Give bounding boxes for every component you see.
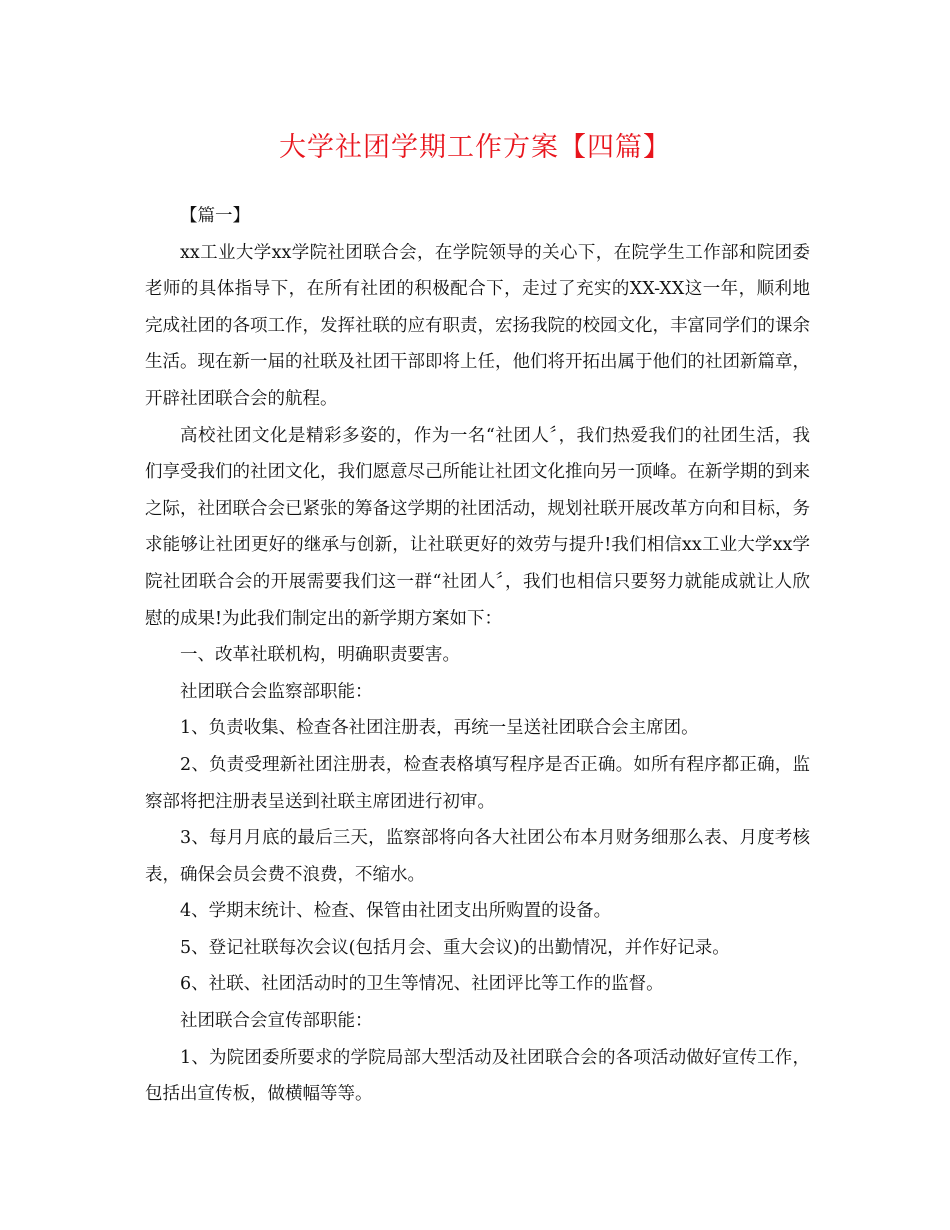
- list-item: 1、负责收集、检查各社团注册表，再统一呈送社团联合会主席团。: [180, 718, 699, 739]
- list-item: 5、登记社联每次会议(包括月会、重大会议)的出勤情况，并作好记录。: [180, 937, 730, 958]
- document-title: 大学社团学期工作方案【四篇】: [279, 132, 671, 163]
- document-body: [145, 198, 810, 1113]
- list-item: 1、为院团委所要求的学院局部大型活动及社团联合会的各项活动做好宣传工作，包括出宣传板，做横幅等等。: [145, 1047, 810, 1105]
- list-item: 2、负责受理新社团注册表，检查表格填写程序是否正确。如所有程序都正确，监察部将把注册表呈送到社联主席团进行初审。: [145, 754, 810, 812]
- paragraph: 一、改革社联机构，明确职责要害。: [180, 645, 460, 666]
- list-item: 3、每月月底的最后三天，监察部将向各大社团公布本月财务细那么表、月度考核表，确保会员会费不浪费，不缩水。: [145, 828, 810, 885]
- paragraph: 高校社团文化是精彩多姿的，作为一名“社团人〞，我们热爱我们的社团生活，我们享受我们的社团文化，我们愿意尽己所能让社团文化推向另一顶峰。在新学期的到来之际，社团联合会已紧张的筹备这学期的社团活动，规划社联开展改革方向和目标，务求能够让社团更好的继承与创新，让社联更好的效劳与提升!我们相信xx工业大学xx学院社团联合会的开展需要我们这一群“社团人〞，我们也相信只要努力就能成就让人欣慰的成果!为此我们制定出的新学期方案如下：: [145, 425, 810, 629]
- section-heading: 【篇一】: [180, 206, 250, 226]
- paragraph: xx工业大学xx学院社团联合会，在学院领导的关心下，在院学生工作部和院团委老师的具体指导下，在所有社团的积极配合下，走过了充实的XX-XX这一年，顺利地完成社团的各项工作，发挥社联的应有职责，宏扬我院的校园文化，丰富同学们的课余生活。现在新一届的社联及社团干部即将上任，他们将开拓出属于他们的社团新篇章，开辟社团联合会的航程。: [145, 242, 810, 409]
- list-item: 6、社联、社团活动时的卫生等情况、社团评比等工作的监督。: [180, 974, 664, 995]
- paragraph: 社团联合会宣传部职能：: [180, 1011, 373, 1032]
- list-item: 4、学期末统计、检查、保管由社团支出所购置的设备。: [180, 901, 612, 922]
- paragraph: 社团联合会监察部职能：: [180, 681, 373, 702]
